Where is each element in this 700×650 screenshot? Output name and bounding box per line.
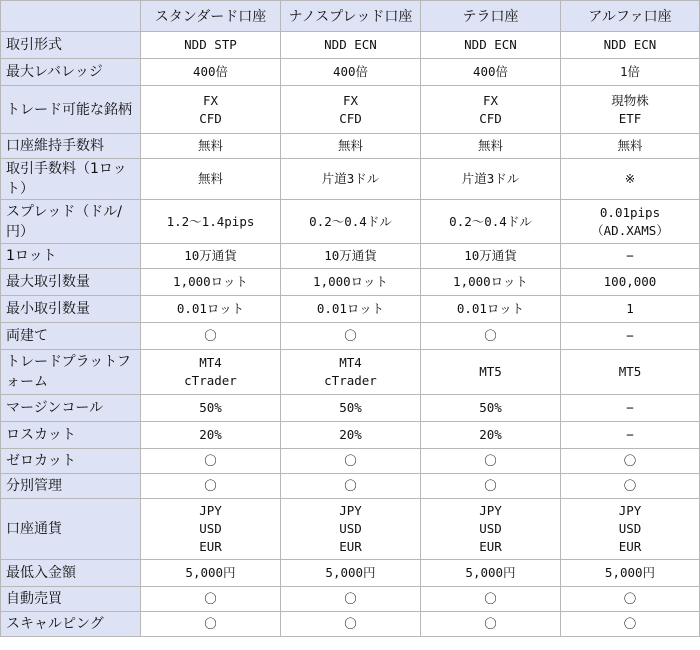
cell-value: EUR [618, 539, 642, 554]
cell-alpha [561, 612, 700, 637]
cell-value: 〇 [484, 328, 497, 343]
cell-nano [281, 86, 421, 134]
cell-value: 5,000円 [325, 565, 376, 580]
cell-alpha [561, 269, 700, 296]
table-row [1, 200, 700, 244]
cell-value: 50% [479, 400, 502, 415]
cell-value: EUR [199, 539, 222, 554]
cell-alpha [561, 449, 700, 474]
cell-value: USD [618, 521, 642, 536]
cell-value: FX [342, 92, 359, 108]
cell-value: 無料 [337, 138, 363, 153]
cell-value: 〇 [344, 591, 357, 606]
cell-tera [421, 474, 561, 499]
cell-value: JPY [199, 503, 222, 518]
cell-tera [421, 612, 561, 637]
cell-tera [421, 499, 561, 560]
cell-nano [281, 474, 421, 499]
cell-nano [281, 422, 421, 449]
table-row [1, 134, 700, 159]
cell-value: CFD [339, 110, 362, 126]
cell-alpha [561, 86, 700, 134]
cell-value: − [626, 328, 634, 343]
table-row [1, 269, 700, 296]
row-label: 自動売買 [1, 587, 141, 612]
cell-value: MT4 [339, 355, 362, 370]
cell-value: 20% [339, 427, 362, 442]
cell-alpha [561, 32, 700, 59]
cell-value: 400倍 [472, 64, 509, 79]
cell-alpha [561, 422, 700, 449]
cell-value: 無料 [197, 138, 223, 153]
cell-tera [421, 200, 561, 244]
cell-value: 1.2〜1.4pips [166, 213, 255, 229]
table-row [1, 449, 700, 474]
cell-value: 1,000ロット [173, 274, 248, 289]
cell-value: 0.2〜0.4ドル [309, 213, 392, 229]
row-label: 口座維持手数料 [1, 134, 141, 159]
cell-alpha [561, 395, 700, 422]
cell-value: 無料 [477, 138, 503, 153]
cell-value: 〇 [623, 591, 637, 606]
row-label: 取引形式 [1, 32, 141, 59]
cell-alpha [561, 244, 700, 269]
cell-alpha [561, 560, 700, 587]
cell-value: USD [339, 521, 362, 536]
cell-nano [281, 612, 421, 637]
row-label: 取引手数料（1ロット） [1, 159, 141, 200]
cell-value: 無料 [197, 171, 223, 186]
cell-value: 1 [626, 301, 634, 316]
table-body [1, 32, 700, 637]
table-header [1, 1, 700, 32]
cell-value: NDD STP [184, 37, 237, 52]
cell-value: JPY [618, 503, 642, 518]
cell-value: 片道3ドル [461, 171, 520, 186]
cell-value: 〇 [623, 616, 637, 631]
header-standard-account: スタンダード口座 [141, 1, 281, 32]
row-label: ロスカット [1, 422, 141, 449]
cell-alpha [561, 59, 700, 86]
cell-standard [141, 244, 281, 269]
table-row [1, 323, 700, 350]
cell-value: 現物株 [611, 92, 649, 108]
cell-value: 50% [199, 400, 222, 415]
cell-value: cTrader [324, 373, 377, 388]
cell-nano [281, 350, 421, 395]
table-row [1, 159, 700, 200]
cell-value: MT4 [199, 355, 222, 370]
cell-standard [141, 134, 281, 159]
header-row [1, 1, 700, 32]
cell-value: 10万通貨 [324, 248, 377, 263]
cell-value: FX [482, 92, 499, 108]
cell-standard [141, 32, 281, 59]
cell-tera [421, 269, 561, 296]
cell-value: NDD ECN [324, 37, 377, 52]
cell-nano [281, 134, 421, 159]
table-row [1, 59, 700, 86]
cell-standard [141, 350, 281, 395]
cell-tera [421, 449, 561, 474]
cell-standard [141, 296, 281, 323]
cell-alpha [561, 474, 700, 499]
row-label: 1ロット [1, 244, 141, 269]
row-label: スプレッド（ドル/円） [1, 200, 141, 244]
cell-value: MT5 [618, 364, 642, 379]
cell-value: 〇 [344, 616, 357, 631]
cell-value: 10万通貨 [464, 248, 517, 263]
cell-tera [421, 86, 561, 134]
cell-value: 〇 [484, 591, 497, 606]
cell-nano [281, 323, 421, 350]
cell-value: （AD.XAMS） [591, 222, 669, 238]
table-row [1, 32, 700, 59]
cell-value: − [626, 400, 634, 415]
cell-standard [141, 612, 281, 637]
cell-alpha [561, 323, 700, 350]
cell-value: 〇 [344, 453, 357, 468]
cell-value: 〇 [204, 616, 217, 631]
table-row [1, 560, 700, 587]
cell-value: 20% [199, 427, 222, 442]
cell-value: ETF [618, 110, 642, 126]
cell-standard [141, 449, 281, 474]
cell-alpha [561, 587, 700, 612]
row-label: 最小取引数量 [1, 296, 141, 323]
cell-value: 10万通貨 [184, 248, 237, 263]
cell-tera [421, 422, 561, 449]
cell-value: 1,000ロット [453, 274, 528, 289]
cell-value: 片道3ドル [321, 171, 380, 186]
cell-tera [421, 296, 561, 323]
cell-standard [141, 59, 281, 86]
row-label: トレード可能な銘柄 [1, 86, 141, 134]
cell-standard [141, 422, 281, 449]
cell-nano [281, 244, 421, 269]
cell-value: − [626, 248, 634, 263]
cell-value: 1倍 [619, 64, 641, 79]
cell-tera [421, 59, 561, 86]
cell-value: ※ [624, 171, 636, 186]
header-corner [1, 1, 141, 32]
cell-tera [421, 323, 561, 350]
cell-tera [421, 244, 561, 269]
cell-value: JPY [339, 503, 362, 518]
cell-value: CFD [479, 110, 502, 126]
cell-nano [281, 395, 421, 422]
cell-value: 〇 [623, 478, 637, 493]
cell-value: − [626, 427, 634, 442]
cell-value: FX [202, 92, 219, 108]
table-row [1, 350, 700, 395]
cell-standard [141, 474, 281, 499]
cell-value: 5,000円 [465, 565, 516, 580]
table-row [1, 244, 700, 269]
cell-value: 0.01ロット [316, 301, 385, 316]
cell-standard [141, 269, 281, 296]
header-alpha-account: アルファ口座 [561, 1, 700, 32]
cell-alpha [561, 200, 700, 244]
cell-value: EUR [479, 539, 502, 554]
cell-value: 〇 [484, 453, 497, 468]
cell-standard [141, 323, 281, 350]
cell-value: 100,000 [603, 274, 657, 289]
table-row [1, 86, 700, 134]
cell-value: NDD ECN [464, 37, 517, 52]
cell-alpha [561, 134, 700, 159]
table-row [1, 395, 700, 422]
cell-nano [281, 499, 421, 560]
header-tera-account: テラ口座 [421, 1, 561, 32]
cell-standard [141, 395, 281, 422]
cell-standard [141, 560, 281, 587]
cell-value: 5,000円 [185, 565, 236, 580]
cell-value: USD [199, 521, 222, 536]
cell-value: 無料 [617, 138, 643, 153]
cell-value: 20% [479, 427, 502, 442]
cell-value: 1,000ロット [313, 274, 388, 289]
cell-nano [281, 59, 421, 86]
cell-nano [281, 269, 421, 296]
cell-alpha [561, 350, 700, 395]
cell-value: 〇 [204, 478, 217, 493]
cell-standard [141, 86, 281, 134]
cell-value: 0.01ロット [456, 301, 525, 316]
cell-tera [421, 395, 561, 422]
header-nano-spread-account: ナノスプレッド口座 [281, 1, 421, 32]
cell-tera [421, 350, 561, 395]
table-row [1, 499, 700, 560]
row-label: 最大取引数量 [1, 269, 141, 296]
cell-tera [421, 134, 561, 159]
cell-nano [281, 200, 421, 244]
row-label: トレードプラットフォーム [1, 350, 141, 395]
table-row [1, 296, 700, 323]
cell-value: 0.01ロット [176, 301, 245, 316]
table-row [1, 587, 700, 612]
cell-value: cTrader [184, 373, 237, 388]
cell-value: 〇 [484, 616, 497, 631]
cell-value: USD [479, 521, 502, 536]
table-row [1, 612, 700, 637]
cell-tera [421, 560, 561, 587]
cell-value: 〇 [204, 453, 217, 468]
cell-standard [141, 499, 281, 560]
cell-alpha [561, 499, 700, 560]
cell-nano [281, 32, 421, 59]
cell-nano [281, 560, 421, 587]
row-label: ゼロカット [1, 449, 141, 474]
cell-standard [141, 159, 281, 200]
table-row [1, 474, 700, 499]
cell-value: 〇 [484, 478, 497, 493]
row-label: 両建て [1, 323, 141, 350]
cell-standard [141, 587, 281, 612]
cell-alpha [561, 296, 700, 323]
row-label: 最大レバレッジ [1, 59, 141, 86]
cell-alpha [561, 159, 700, 200]
cell-nano [281, 449, 421, 474]
row-label: 最低入金額 [1, 560, 141, 587]
cell-value: 〇 [344, 478, 357, 493]
row-label: 口座通貨 [1, 499, 141, 560]
table-row [1, 422, 700, 449]
cell-value: 〇 [344, 328, 357, 343]
cell-value: 50% [339, 400, 362, 415]
cell-value: 5,000円 [604, 565, 656, 580]
cell-value: 0.01pips [599, 204, 661, 220]
cell-nano [281, 159, 421, 200]
cell-value: EUR [339, 539, 362, 554]
cell-value: 〇 [204, 591, 217, 606]
cell-value: 〇 [623, 453, 637, 468]
cell-value: 400倍 [192, 64, 229, 79]
cell-value: 400倍 [332, 64, 369, 79]
row-label: マージンコール [1, 395, 141, 422]
cell-value: NDD ECN [603, 37, 657, 52]
cell-value: JPY [479, 503, 502, 518]
cell-value: 〇 [204, 328, 217, 343]
row-label: 分別管理 [1, 474, 141, 499]
row-label: スキャルピング [1, 612, 141, 637]
cell-tera [421, 32, 561, 59]
cell-nano [281, 296, 421, 323]
cell-value: 0.2〜0.4ドル [449, 213, 532, 229]
cell-nano [281, 587, 421, 612]
cell-standard [141, 200, 281, 244]
cell-value: MT5 [479, 364, 502, 379]
cell-tera [421, 587, 561, 612]
cell-tera [421, 159, 561, 200]
cell-value: CFD [199, 110, 222, 126]
